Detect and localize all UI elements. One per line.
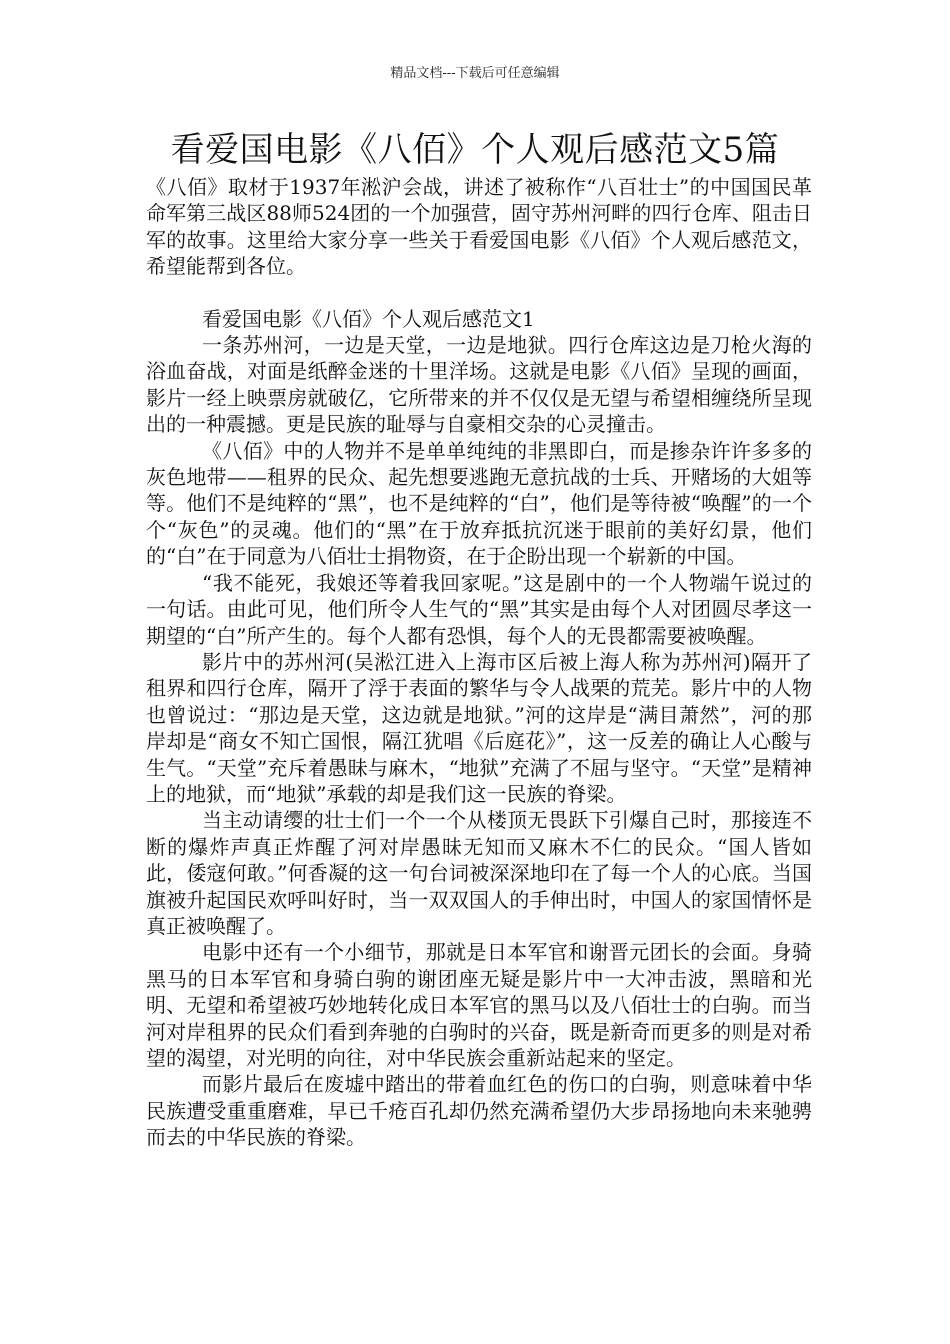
page-header: 精品文档---下载后可任意编辑 [390,66,560,81]
section-heading: 看爱国电影《八佰》个人观后感范文1 [202,306,535,331]
intro-paragraph: 《八佰》取材于1937年淞沪会战，讲述了被称作“八百壮士”的中国国民革命军第三战区88师524团的一个加强营，固守苏州河畔的四行仓库、阻击日军的故事。这里给大家分享一些关于看爱国电影《八佰》个人观后感范文，希望能帮到各位。 [146,175,812,279]
document-body [146,174,812,1151]
document-title: 看爱国电影《八佰》个人观后感范文5篇 [170,130,780,170]
body-paragraph: 电影中还有一个小细节，那就是日本军官和谢晋元团长的会面。身骑黑马的日本军官和身骑白驹的谢团座无疑是影片中一大冲击波，黑暗和光明、无望和希望被巧妙地转化成日本军官的黑马以及八佰壮士的白驹。而当河对岸租界的民众们看到奔驰的白驹时的兴奋，既是新奇而更多的则是对希望的渴望，对光明的向往，对中华民族会重新站起来的坚定。 [146,940,812,1070]
body-paragraph: 而影片最后在废墟中踏出的带着血红色的伤口的白驹，则意味着中华民族遭受重重磨难，早已千疮百孔却仍然充满希望仍大步昂扬地向未来驰骋而去的中华民族的脊梁。 [146,1072,812,1150]
body-paragraph: 一条苏州河，一边是天堂，一边是地狱。四行仓库这边是刀枪火海的浴血奋战，对面是纸醉金迷的十里洋场。这就是电影《八佰》呈现的画面，影片一经上映票房就破亿，它所带来的并不仅仅是无望与希望相缠绕所呈现出的一种震撼。更是民族的耻辱与自豪相交杂的心灵撞击。 [146,333,812,437]
body-paragraph: 《八佰》中的人物并不是单单纯纯的非黑即白，而是掺杂许许多多的灰色地带——租界的民众、起先想要逃跑无意抗战的士兵、开赌场的大姐等等。他们不是纯粹的“黑”，也不是纯粹的“白”，他们是等待被“唤醒”的一个个“灰色”的灵魂。他们的“黑”在于放弃抵抗沉迷于眼前的美好幻景，他们的“白”在于同意为八佰壮士捐物资，在于企盼出现一个崭新的中国。 [146,438,812,569]
body-paragraph: “我不能死，我娘还等着我回家呢。”这是剧中的一个人物端午说过的一句话。由此可见，他们所令人生气的“黑”其实是由每个人对团圆尽孝这一期望的“白”所产生的。每个人都有恐惧，每个人的无畏都需要被唤醒。 [146,570,812,648]
body-paragraph: 当主动请缨的壮士们一个一个从楼顶无畏跃下引爆自己时，那接连不断的爆炸声真正炸醒了河对岸愚昧无知而又麻木不仁的民众。“国人皆如此，倭寇何敢。”何香凝的这一句台词被深深地印在了每一个人的心底。当国旗被升起国民欢呼叫好时，当一双双国人的手伸出时，中国人的家国情怀是真正被唤醒了。 [146,808,812,938]
body-paragraph: 影片中的苏州河(吴淞江进入上海市区后被上海人称为苏州河)隔开了租界和四行仓库，隔开了浮于表面的繁华与令人战栗的荒芜。影片中的人物也曾说过：“那边是天堂，这边就是地狱。”河的这岸是“满目萧然”，河的那岸却是“商女不知亡国恨，隔江犹唱《后庭花》”，这一反差的确让人心酸与生气。“天堂”充斥着愚昧与麻木，“地狱”充满了不屈与坚守。“天堂”是精神上的地狱，而“地狱”承载的却是我们这一民族的脊梁。 [146,649,812,806]
